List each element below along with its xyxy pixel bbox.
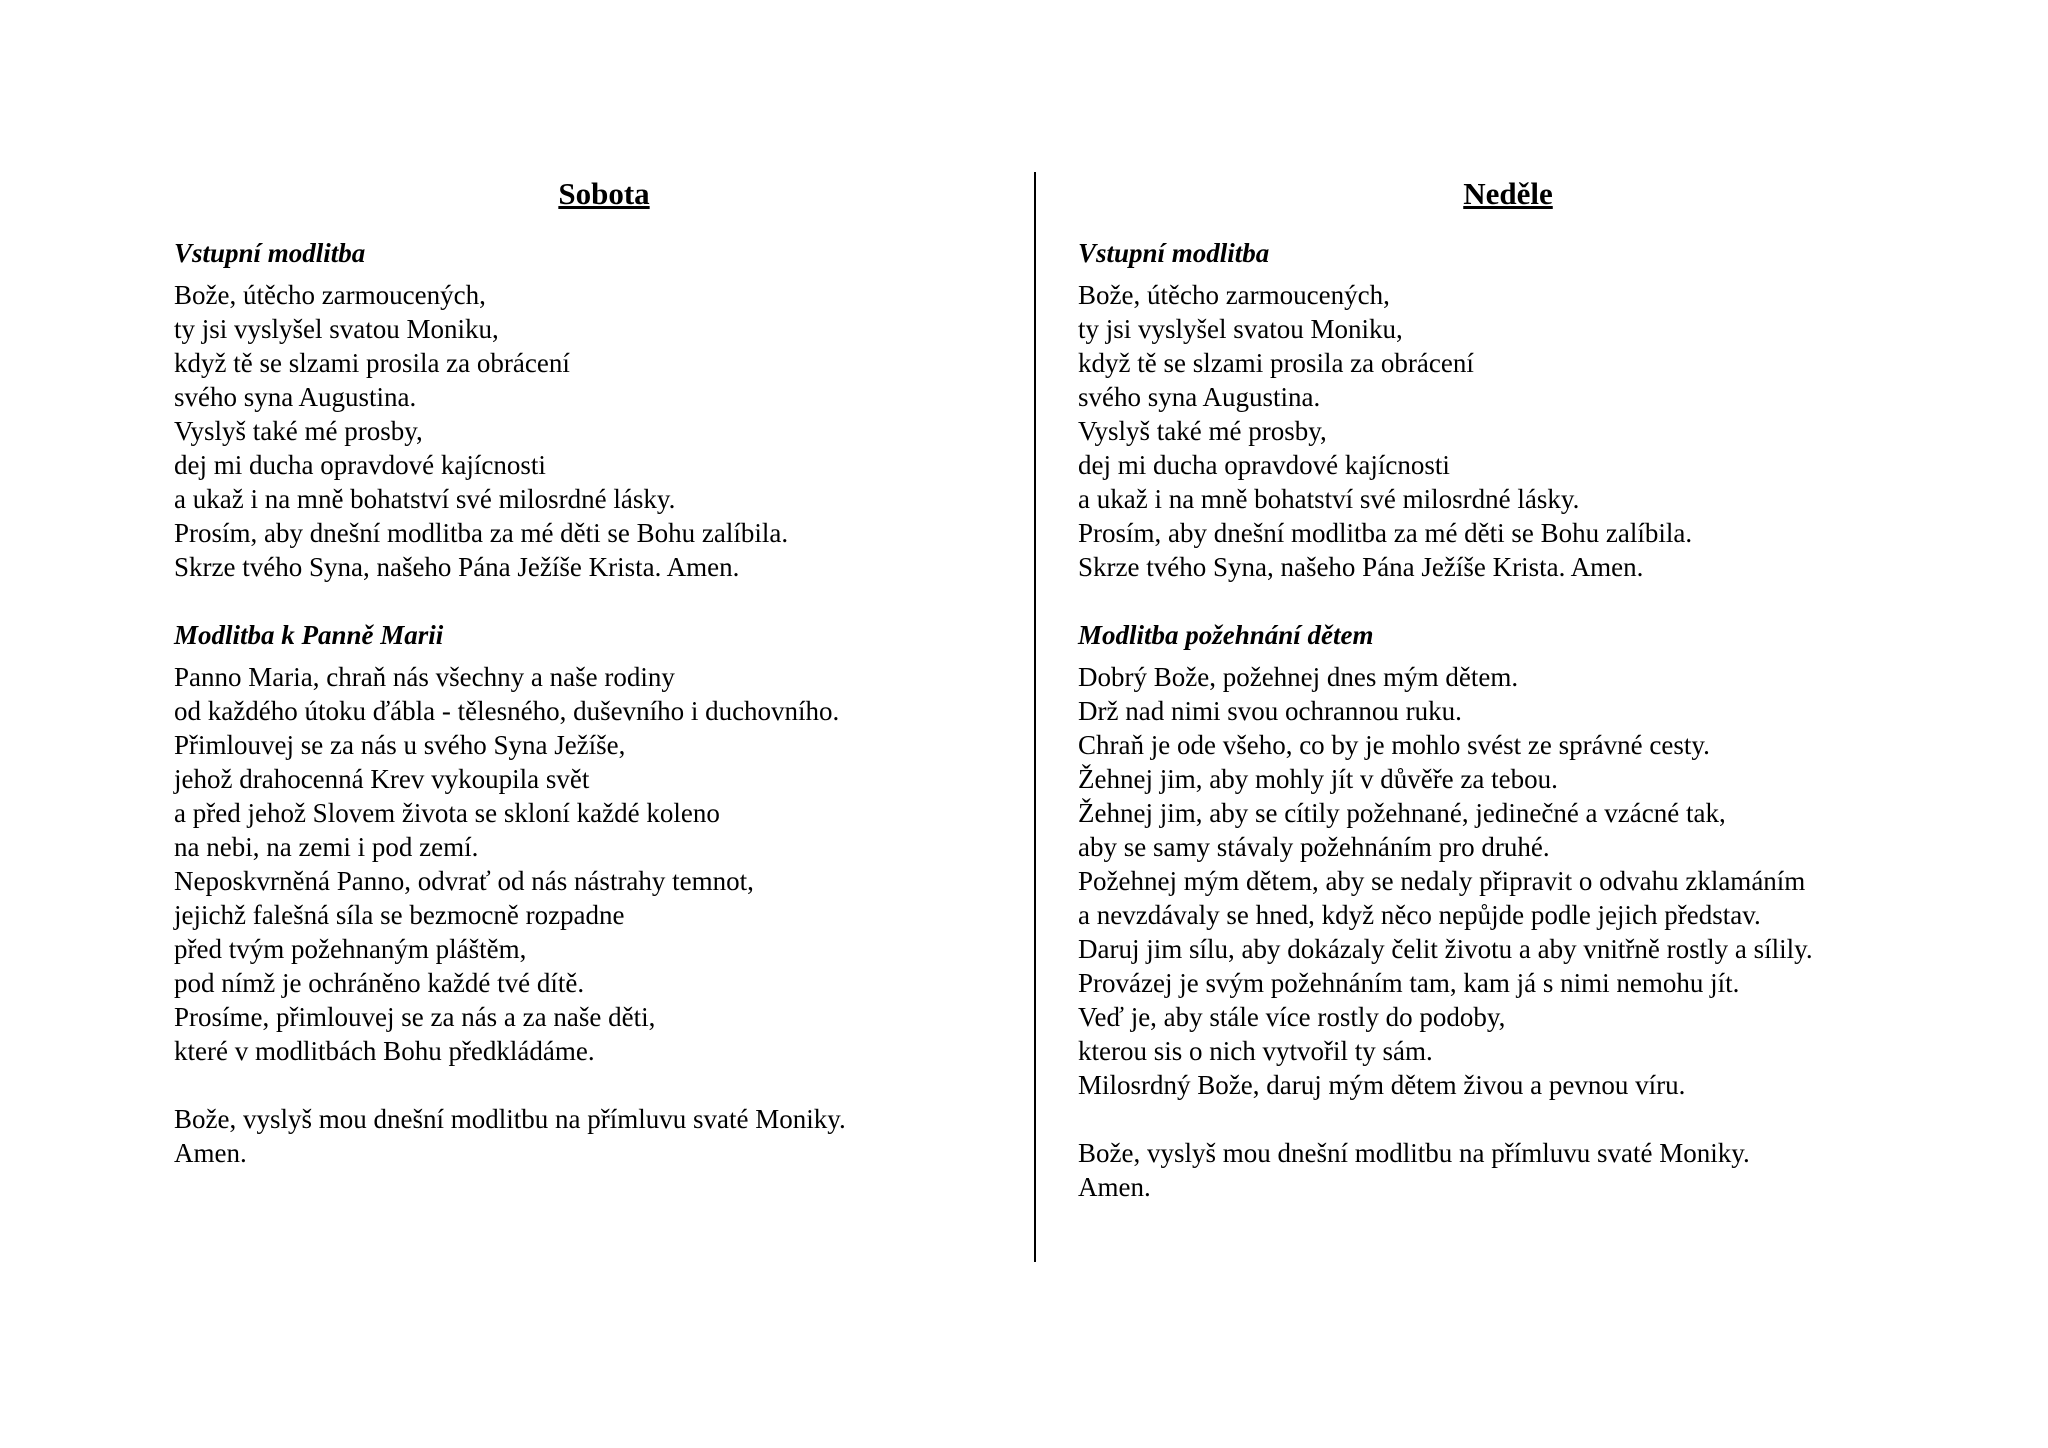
- text-line: Prosím, aby dnešní modlitba za mé děti se Bohu zalíbila.: [1078, 518, 1693, 548]
- text-line: dej mi ducha opravdové kajícnosti: [174, 450, 546, 480]
- intro-heading: Vstupní modlitba: [1078, 238, 1270, 268]
- text-line: a ukaž i na mně bohatství své milosrdné lásky.: [174, 484, 676, 514]
- text-line: Chraň je ode všeho, co by je mohlo svést ze správné cesty.: [1078, 730, 1710, 760]
- text-line: které v modlitbách Bohu předkládáme.: [174, 1036, 595, 1066]
- text-line: Bože, útěcho zarmoucených,: [1078, 280, 1390, 310]
- text-line: jejichž falešná síla se bezmocně rozpadne: [174, 900, 625, 930]
- text-line: Provázej je svým požehnáním tam, kam já s nimi nemohu jít.: [1078, 968, 1740, 998]
- text-line: Amen.: [174, 1138, 247, 1168]
- text-line: a nevzdávaly se hned, když něco nepůjde podle jejich představ.: [1078, 900, 1761, 930]
- text-line: ty jsi vyslyšel svatou Moniku,: [174, 314, 499, 344]
- text-line: když tě se slzami prosila za obrácení: [174, 348, 570, 378]
- closing-prayer: [1078, 1136, 1938, 1204]
- text-line: Požehnej mým dětem, aby se nedaly připravit o odvahu zklamáním: [1078, 866, 1806, 896]
- text-line: od každého útoku ďábla - tělesného, duševního i duchovního.: [174, 696, 840, 726]
- day-title-sunday: Neděle: [1463, 176, 1553, 211]
- text-line: Veď je, aby stále více rostly do podoby,: [1078, 1002, 1506, 1032]
- text-line: Prosím, aby dnešní modlitba za mé děti se Bohu zalíbila.: [174, 518, 789, 548]
- text-line: Prosíme, přimlouvej se za nás a za naše děti,: [174, 1002, 656, 1032]
- text-line: pod nímž je ochráněno každé tvé dítě.: [174, 968, 585, 998]
- main-prayer: [174, 660, 1034, 1068]
- text-line: kterou sis o nich vytvořil ty sám.: [1078, 1036, 1433, 1066]
- text-line: Neposkvrněná Panno, odvrať od nás nástrahy temnot,: [174, 866, 754, 896]
- text-line: Skrze tvého Syna, našeho Pána Ježíše Krista. Amen.: [174, 552, 740, 582]
- text-line: Bože, vyslyš mou dnešní modlitbu na přímluvu svaté Moniky.: [1078, 1138, 1750, 1168]
- intro-prayer: [174, 278, 1034, 584]
- text-line: ty jsi vyslyšel svatou Moniku,: [1078, 314, 1403, 344]
- main-prayer: [1078, 660, 1938, 1102]
- day-title-saturday: Sobota: [558, 176, 650, 211]
- text-line: Žehnej jim, aby mohly jít v důvěře za tebou.: [1078, 764, 1558, 794]
- sunday-column: [1078, 168, 1938, 1238]
- text-line: Drž nad nimi svou ochrannou ruku.: [1078, 696, 1462, 726]
- text-line: Milosrdný Bože, daruj mým dětem živou a pevnou víru.: [1078, 1070, 1686, 1100]
- text-line: jehož drahocenná Krev vykoupila svět: [174, 764, 590, 794]
- text-line: svého syna Augustina.: [174, 382, 417, 412]
- text-line: a ukaž i na mně bohatství své milosrdné lásky.: [1078, 484, 1580, 514]
- text-line: Přimlouvej se za nás u svého Syna Ježíše,: [174, 730, 626, 760]
- text-line: Vyslyš také mé prosby,: [174, 416, 423, 446]
- prayer-heading: Modlitba k Panně Marii: [174, 620, 444, 650]
- intro-heading: Vstupní modlitba: [174, 238, 366, 268]
- text-line: Dobrý Bože, požehnej dnes mým dětem.: [1078, 662, 1519, 692]
- text-line: když tě se slzami prosila za obrácení: [1078, 348, 1474, 378]
- text-line: Žehnej jim, aby se cítily požehnané, jedinečné a vzácné tak,: [1078, 798, 1726, 828]
- text-line: Bože, vyslyš mou dnešní modlitbu na přímluvu svaté Moniky.: [174, 1104, 846, 1134]
- text-line: Vyslyš také mé prosby,: [1078, 416, 1327, 446]
- text-line: na nebi, na zemi i pod zemí.: [174, 832, 479, 862]
- text-line: dej mi ducha opravdové kajícnosti: [1078, 450, 1450, 480]
- text-line: a před jehož Slovem života se skloní každé koleno: [174, 798, 720, 828]
- text-line: před tvým požehnaným pláštěm,: [174, 934, 527, 964]
- text-line: Bože, útěcho zarmoucených,: [174, 280, 486, 310]
- text-line: aby se samy stávaly požehnáním pro druhé.: [1078, 832, 1550, 862]
- text-line: svého syna Augustina.: [1078, 382, 1321, 412]
- text-line: Amen.: [1078, 1172, 1151, 1202]
- closing-prayer: [174, 1102, 1034, 1170]
- column-divider: [1034, 172, 1036, 1262]
- text-line: Panno Maria, chraň nás všechny a naše rodiny: [174, 662, 675, 692]
- text-line: Daruj jim sílu, aby dokázaly čelit životu a aby vnitřně rostly a sílily.: [1078, 934, 1813, 964]
- intro-prayer: [1078, 278, 1938, 584]
- saturday-column: [174, 168, 1034, 1204]
- prayer-heading: Modlitba požehnání dětem: [1078, 620, 1374, 650]
- text-line: Skrze tvého Syna, našeho Pána Ježíše Krista. Amen.: [1078, 552, 1644, 582]
